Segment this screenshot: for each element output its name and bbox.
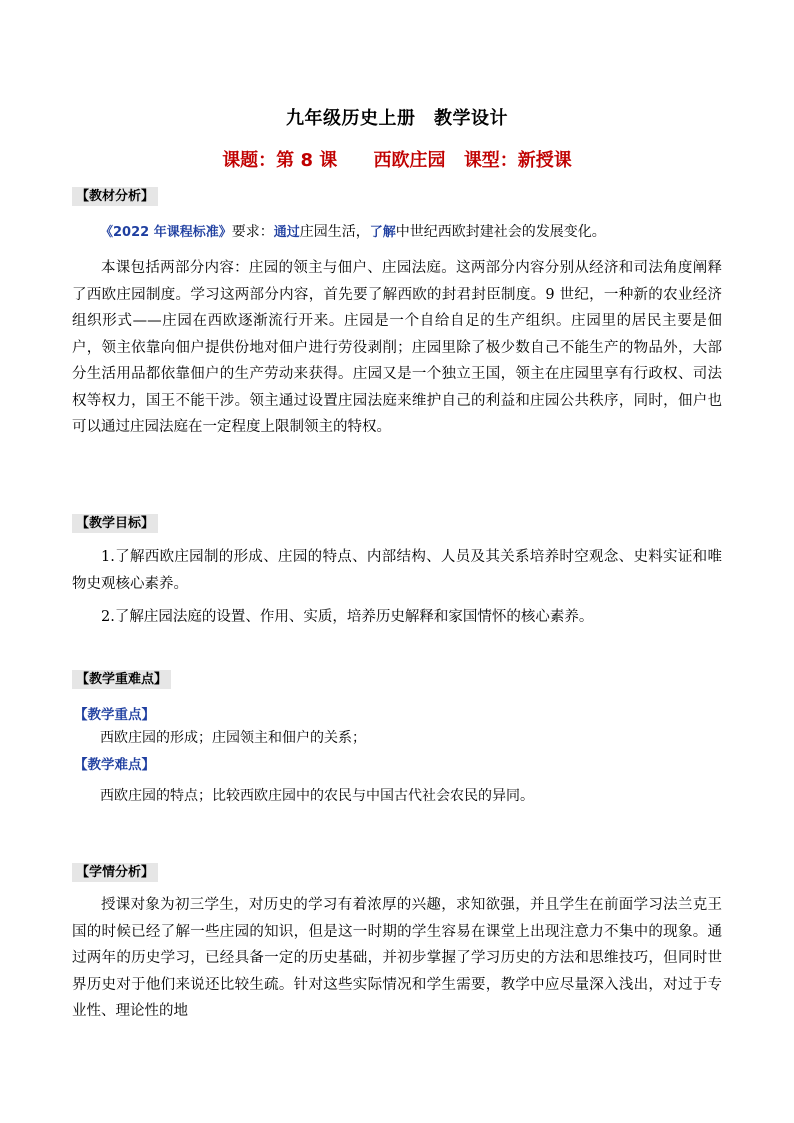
requirement-mid: 庄园生活， [299, 224, 370, 240]
goal-item-2: 2.了解庄园法庭的设置、作用、实质，培养历史解释和家国情怀的核心素养。 [101, 609, 594, 625]
section-tag-keypoints: 【教学重难点】 [72, 670, 171, 689]
focus-text: 西欧庄园的形成；庄园领主和佃户的关系； [100, 730, 366, 746]
curriculum-standard-line [100, 221, 606, 244]
goal-item-1: 1.了解西欧庄园制的形成、庄园的特点、内部结构、人员及其关系培养时空观念、史料实证和唯物史观核心素养。 [72, 549, 722, 592]
requirement-tail: 中世纪西欧封建社会的发展变化。 [395, 224, 606, 240]
analysis-body: 本课包括两部分内容：庄园的领主与佃户、庄园法庭。这两部分内容分别从经济和司法角度阐释了西欧庄园制度。学习这两部分内容，首先要了解西欧的封君封臣制度。9 世纪，一种新的农业经济组织形式——庄园在西欧逐渐流行开来。庄园是一个自给自足的生产组织。庄园里的居民主要是佃户，领主依靠向佃户提供份地对佃户进行劳役剥削；庄园里除了极少数自己不能生产的物品外，大部分生活用品都依靠佃户的生产劳动来获得。庄园又是一个独立王国，领主在庄园里享有行政权、司法权等权力，国王不能干涉。领主通过设置庄园法庭来维护自己的利益和庄园公共秩序，同时，佃户也可以通过庄园法庭在一定程度上限制领主的特权。 [72, 260, 722, 435]
lesson-label: 课题：第 8 课 [222, 150, 338, 171]
page-title: 九年级历史上册 教学设计 [286, 108, 508, 129]
lesson-name: 西欧庄园 [373, 150, 446, 171]
keyword-understand: 了解 [369, 225, 396, 240]
curriculum-standard-name: 《2022 年课程标准》 [100, 225, 232, 240]
students-body: 授课对象为初三学生，对历史的学习有着浓厚的兴趣，求知欲强，并且学生在前面学习法兰克王国的时候已经了解一些庄园的知识，但是这一时期的学生容易在课堂上出现注意力不集中的现象。通过两年的历史学习，已经具备一定的历史基础，并初步掌握了学习历史的方法和思维技巧，但同时世界历史对于他们来说还比较生疏。针对这些实际情况和学生需要，教学中应尽量深入浅出，对过于专业性、理论性的地 [72, 897, 722, 1019]
lesson-line [0, 146, 794, 172]
difficulty-label: 【教学难点】 [74, 757, 155, 773]
difficulty-text: 西欧庄园的特点；比较西欧庄园中的农民与中国古代社会农民的异同。 [100, 788, 534, 804]
section-tag-students: 【学情分析】 [72, 863, 158, 882]
curriculum-requirement-label: 要求： [231, 224, 274, 240]
focus-label: 【教学重点】 [74, 707, 155, 723]
section-tag-goals: 【教学目标】 [72, 514, 158, 533]
section-tag-analysis: 【教材分析】 [72, 187, 158, 206]
keyword-through: 通过 [273, 225, 300, 240]
lesson-type: 课型：新授课 [463, 150, 572, 171]
